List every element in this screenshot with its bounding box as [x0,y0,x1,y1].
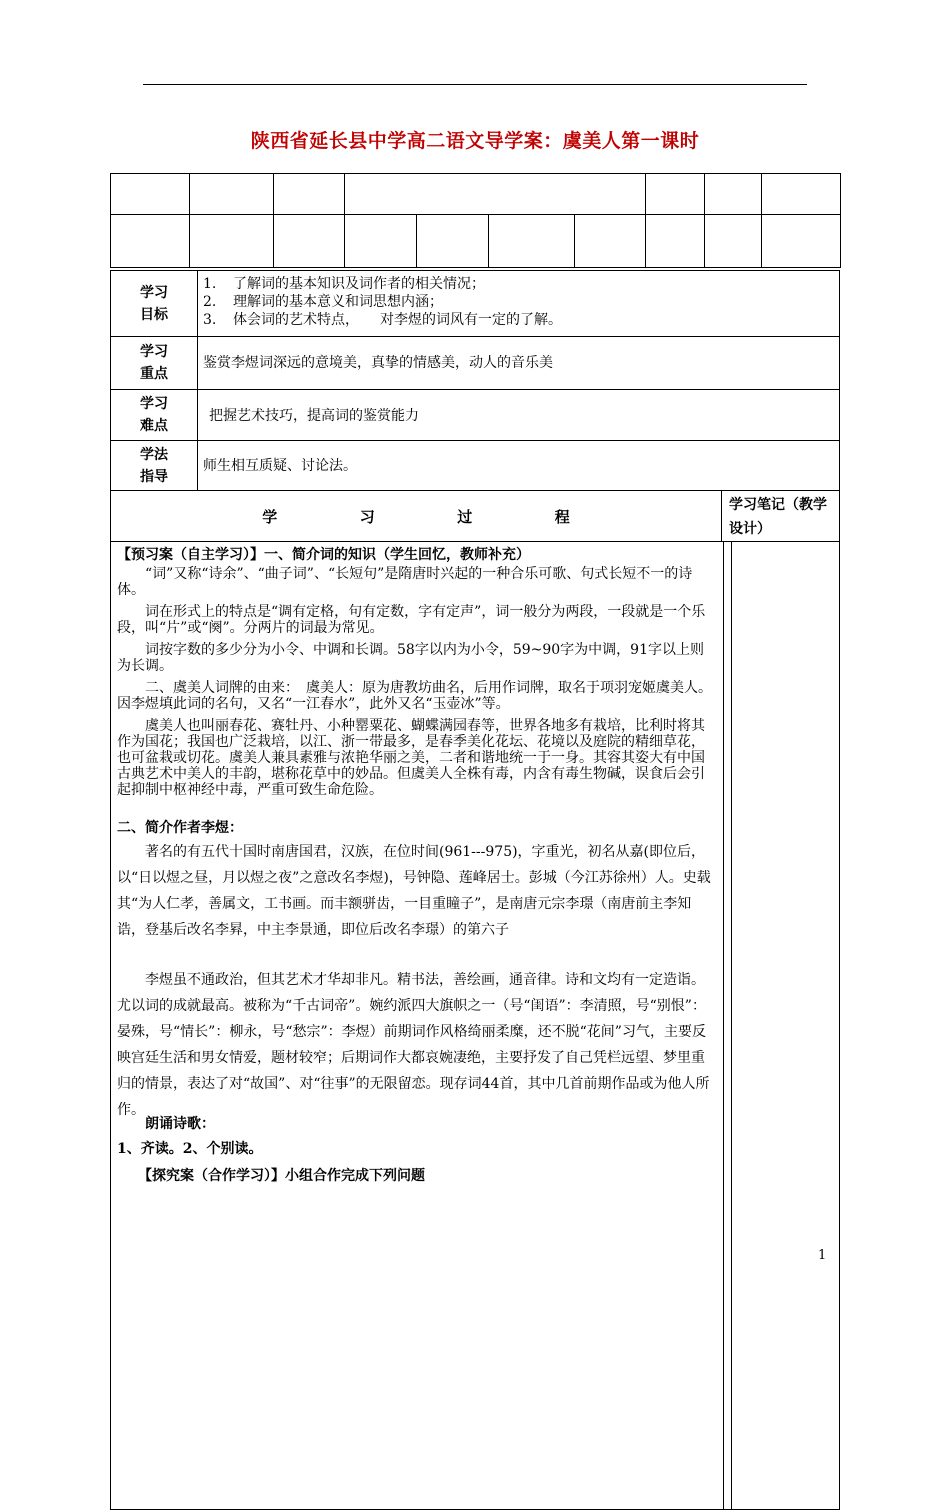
blank-cell [190,174,274,215]
blank-cell [646,215,705,268]
key-points-label: 学习 重点 [111,337,198,389]
key-points-row [110,336,840,390]
recite-heading: 朗诵诗歌： [117,1116,215,1132]
section-heading-explore: 【探究案（合作学习）】小组合作完成下列问题 [117,1168,425,1184]
paragraph: 二、虞美人词牌的由来： 虞美人：原为唐教坊曲名，后用作词牌，取名于项羽宠姬虞美人。因李煜填此词的名句，又名“一江春水”，此外又名“玉壶冰”等。 [117,680,712,712]
method-label: 学法 指导 [111,441,198,490]
page-title: 陕西省延长县中学高二语文导学案：虞美人第一课时 [250,130,700,152]
paragraph: 虞美人也叫丽春花、赛牡丹、小种罂粟花、蝴蝶满园春等，世界各地多有栽培，比利时将其作为国花；我国也广泛栽培，以江、浙一带最多，是春季美化花坛、花境以及庭院的精细草花，也可盆栽或切花。虞美人兼具素雅与浓艳华丽之美，二者和谐地统一于一身。其容其姿大有中国古典艺术中美人的丰韵，堪称花草中的妙品。但虞美人全株有毒，内含有毒生物碱，误食后会引起抑制中枢神经中毒，严重可致生命危险。 [117,718,705,798]
difficulty-label: 学习 难点 [111,390,198,440]
method-row [110,440,840,491]
blank-cell [705,174,762,215]
notes-header: 学习笔记（教学设计） [729,497,827,537]
key-points-text: 鉴赏李煜词深远的意境美，真挚的情感美，动人的音乐美 [203,355,553,371]
page-number: 1 [818,1248,827,1263]
section-heading-preview: 【预习案（自主学习）】一、简介词的知识（学生回忆，教师补充） [117,547,530,563]
paragraph: 李煜虽不通政治，但其艺术才华却非凡。精书法，善绘画，通音律。诗和文均有一定造诣。尤以词的成就最高。被称为“千古词帝”。婉约派四大旗帜之一（号“闺语”：李清照，号“别恨”：晏殊，号“情长”：柳永，号“愁宗”：李煜）前期词作风格绮丽柔糜，还不脱“花间”习气，主要反映宫廷生活和男女情爱，题材较窄；后期词作大都哀婉凄绝，主要抒发了自己凭栏远望、梦里重归的情景，表达了对“故国”、对“往事”的无限留恋。现存词44首，其中几首前期作品或为他人所作。 [117,972,710,1118]
paragraph: “词”又称“诗余”、“曲子词”、“长短句”是隋唐时兴起的一种合乐可歌、句式长短不一的诗体。 [117,566,693,598]
goal-item: 2. 理解词的基本意义和词思想内涵； [203,294,443,310]
process-header-row [110,490,840,542]
blank-info-grid [110,173,841,268]
goal-item: 1. 了解词的基本知识及词作者的相关情况； [203,276,485,292]
blank-cell [274,174,345,215]
goals-row [110,270,840,337]
paragraph: 词按字数的多少分为小令、中调和长调。58字以内为小令，59~90字为中调，91字以上则为长调。 [117,642,704,674]
goal-item: 3. 体会词的艺术特点， 对李煜的词风有一定的了解。 [203,312,562,328]
header-rule [143,84,807,85]
blank-cell [762,174,841,215]
goals-label: 学习 目标 [111,271,198,336]
blank-cell [111,174,190,215]
blank-cell [762,215,841,268]
blank-cell [274,215,345,268]
blank-cell [190,215,274,268]
blank-cell [646,174,705,215]
notes-column [723,542,839,1509]
difficulty-row [110,389,840,441]
blank-cell [705,215,762,268]
process-header [111,491,722,541]
method-text: 师生相互质疑、讨论法。 [203,458,357,474]
paragraph: 词在形式上的特点是“调有定格，句有定数，字有定声”，词一般分为两段，一段就是一个乐段，叫“片”或“阕”。分两片的词最为常见。 [117,604,706,636]
section-heading-author: 二、简介作者李煜： [117,820,243,836]
difficulty-text: 把握艺术技巧，提高词的鉴赏能力 [209,408,419,424]
process-title: 学 习 过 程 [262,508,570,526]
notes-divider [723,542,732,1509]
goals-list [203,275,831,329]
paragraph: 著名的有五代十国时南唐国君，汉族，在位时间(961---975)，字重光，初名从嘉(即位后，以“日以煜之昼，月以煜之夜”之意改名李煜)，号钟隐、莲峰居士。彭城（今江苏徐州）人。史载其“为人仁孝，善属文，工书画。而丰额骈齿，一目重瞳子”，是南唐元宗李璟（南唐前主李知诰，登基后改名李昪，中主李景通，即位后改名李璟）的第六子 [117,844,711,938]
blank-cell [345,215,417,268]
blank-cell [345,174,646,215]
process-content [111,542,724,1509]
blank-cell [489,215,575,268]
blank-cell [575,215,646,268]
process-body [110,541,840,1510]
blank-cell [111,215,190,268]
reading-instructions: 1、齐读。2、个别读。 [117,1141,263,1157]
blank-cell [417,215,489,268]
